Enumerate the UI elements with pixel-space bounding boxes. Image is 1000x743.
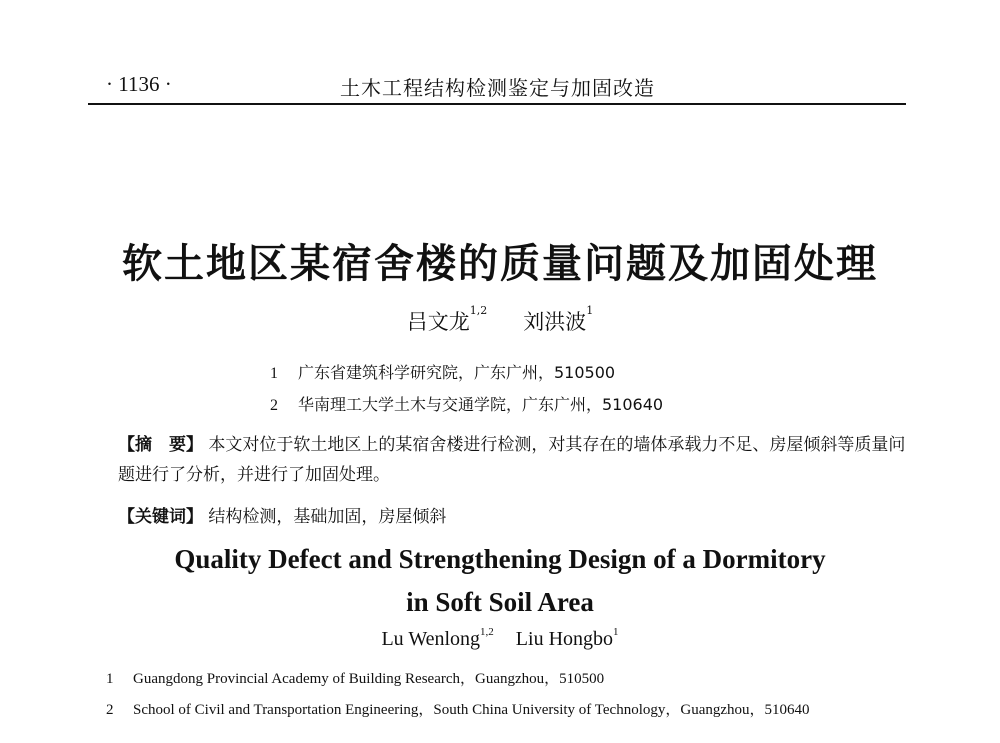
abstract bbox=[118, 430, 918, 490]
author-name: 刘洪波 bbox=[523, 310, 587, 334]
page-number: · 1136 · bbox=[106, 72, 172, 96]
author-affiliation-marker: 1,2 bbox=[480, 626, 494, 638]
keywords-label: 【关键词】 bbox=[118, 507, 203, 527]
english-affiliation-1 bbox=[106, 667, 604, 688]
affiliation-text: 华南理工大学土木与交通学院，广东广州，510640 bbox=[298, 395, 664, 414]
chinese-authors bbox=[0, 306, 1000, 336]
keywords-text: 结构检测，基础加固，房屋倾斜 bbox=[208, 507, 447, 527]
running-title: 土木工程结构检测鉴定与加固改造 bbox=[340, 76, 655, 100]
affiliation-number: 2 bbox=[270, 397, 278, 414]
english-title-line-1: Quality Defect and Strengthening Design of a Dormitory bbox=[174, 544, 826, 574]
author-affiliation-marker: 1 bbox=[613, 626, 619, 638]
abstract-label: 【摘 要】 bbox=[118, 435, 203, 455]
keywords bbox=[118, 502, 446, 527]
english-affiliation-2 bbox=[106, 698, 810, 719]
author-name: Lu Wenlong bbox=[381, 628, 481, 650]
author-name: Liu Hongbo bbox=[515, 628, 614, 650]
affiliation-text: School of Civil and Transportation Engineering，South China University of Technology，Guangzhou，510640 bbox=[133, 702, 810, 718]
chinese-title: 软土地区某宿舍楼的质量问题及加固处理 bbox=[122, 240, 878, 287]
affiliation-number: 1 bbox=[270, 365, 278, 382]
affiliation-number: 2 bbox=[106, 702, 114, 718]
author-affiliation-marker: 1 bbox=[586, 304, 594, 317]
affiliation-text: Guangdong Provincial Academy of Building Research，Guangzhou，510500 bbox=[133, 671, 605, 687]
author-name: 吕文龙 bbox=[406, 310, 470, 334]
affiliation-text: 广东省建筑科学研究院，广东广州，510500 bbox=[298, 363, 616, 382]
chinese-affiliation-1 bbox=[270, 360, 615, 383]
affiliation-number: 1 bbox=[106, 671, 114, 687]
chinese-affiliation-2 bbox=[270, 392, 663, 415]
english-title-line-2: in Soft Soil Area bbox=[406, 587, 594, 617]
header-rule bbox=[88, 103, 906, 105]
abstract-text: 本文对位于软土地区上的某宿舍楼进行检测，对其存在的墙体承载力不足、房屋倾斜等质量问题进行了分析，并进行了加固处理。 bbox=[118, 435, 906, 485]
english-authors bbox=[0, 628, 1000, 651]
author-affiliation-marker: 1,2 bbox=[469, 304, 488, 317]
